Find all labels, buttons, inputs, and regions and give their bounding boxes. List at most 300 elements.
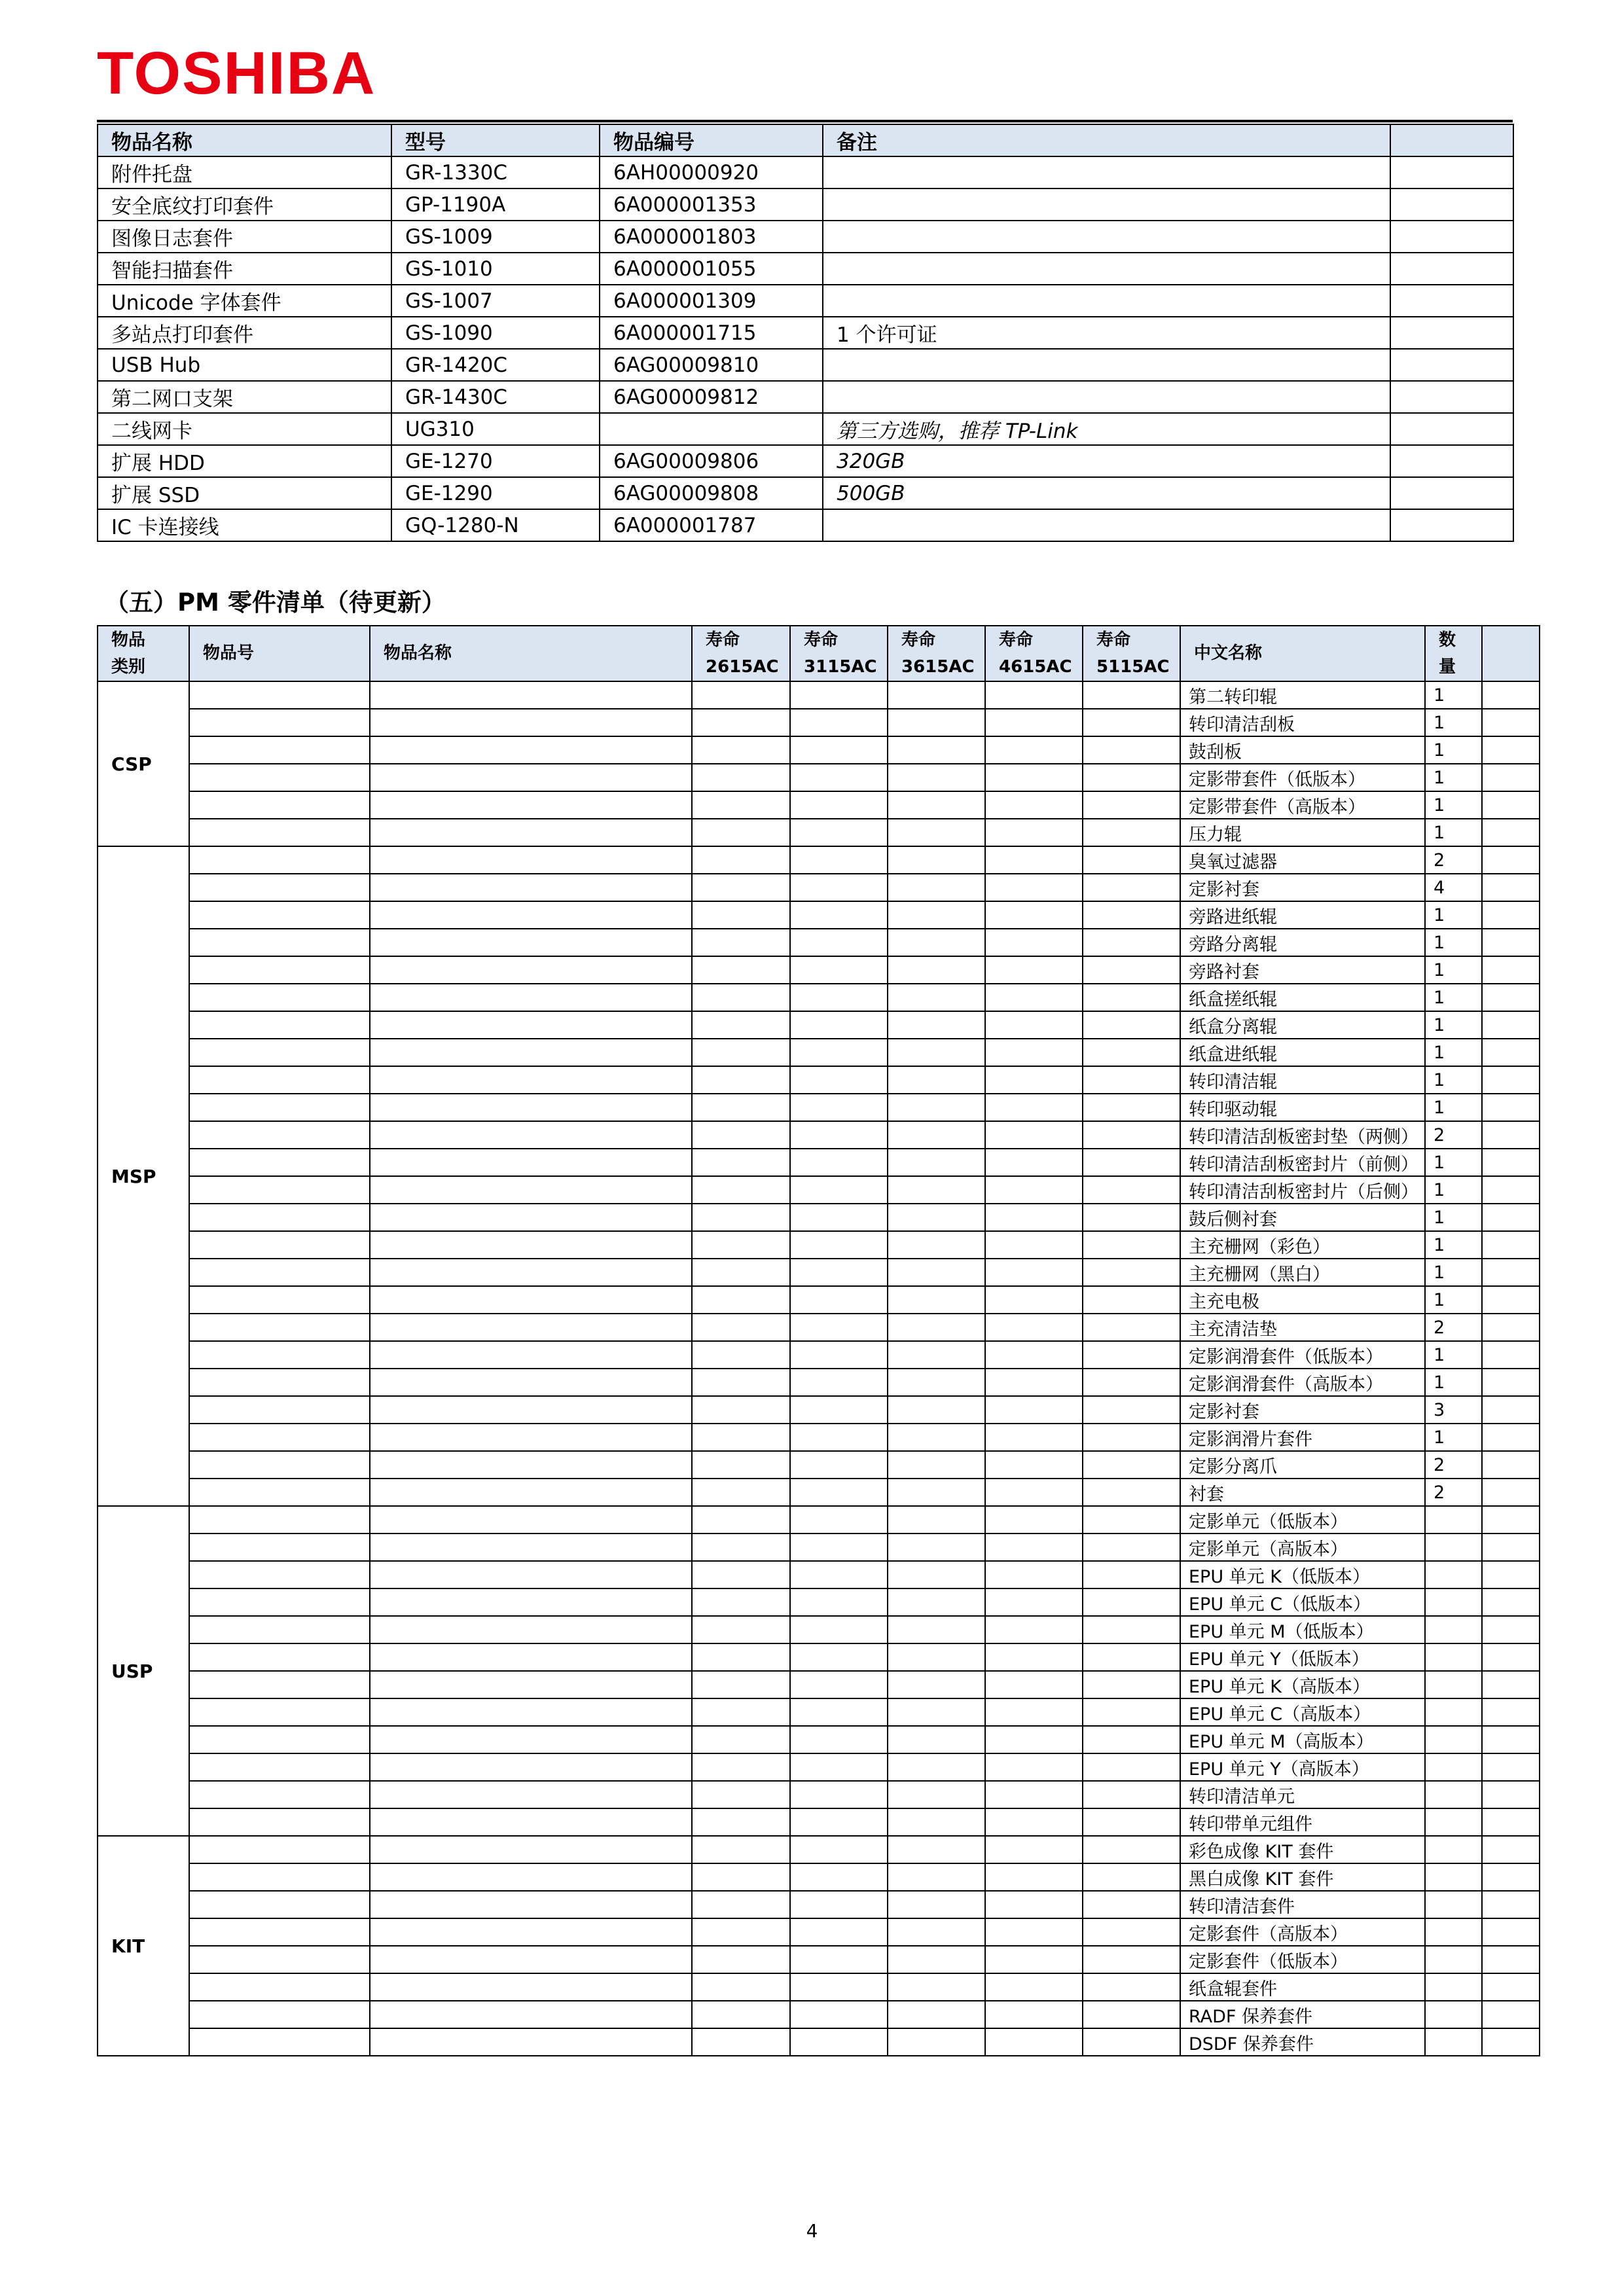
life-4615ac-cell xyxy=(985,874,1083,901)
table-row xyxy=(98,874,1540,901)
model-cell: GS-1009 xyxy=(391,221,600,253)
part-no-cell xyxy=(189,1369,370,1396)
extra-cell xyxy=(1482,1973,1540,2001)
life-3115ac-cell xyxy=(790,1753,888,1781)
category-cell: USP xyxy=(98,1506,189,1836)
table-row xyxy=(98,1286,1540,1314)
life-2615ac-cell xyxy=(692,956,790,984)
life-5115ac-cell xyxy=(1083,1616,1180,1643)
life-4615ac-cell xyxy=(985,1039,1083,1066)
table-row xyxy=(98,1973,1540,2001)
life-3115ac-cell xyxy=(790,901,888,929)
qty-cell xyxy=(1425,1643,1482,1671)
part-name-cell xyxy=(370,1149,692,1176)
life-2615ac-cell xyxy=(692,1808,790,1836)
life-4615ac-cell xyxy=(985,1341,1083,1369)
qty-cell xyxy=(1425,1671,1482,1698)
part-no-cell xyxy=(189,1451,370,1479)
category-cell: KIT xyxy=(98,1836,189,2056)
header-category: 物品 类别 xyxy=(98,626,189,681)
part-name-cell xyxy=(370,1176,692,1204)
table-row xyxy=(98,736,1540,764)
part-no-cell xyxy=(189,1753,370,1781)
part-name-cell xyxy=(370,1011,692,1039)
life-2615ac-cell xyxy=(692,1094,790,1121)
item-name-cell: 二线网卡 xyxy=(98,413,391,445)
part-name-cell xyxy=(370,1863,692,1891)
extra-cell xyxy=(1482,1451,1540,1479)
life-3115ac-cell xyxy=(790,1451,888,1479)
life-3115ac-cell xyxy=(790,1588,888,1616)
life-5115ac-cell xyxy=(1083,819,1180,846)
table-row xyxy=(98,445,1513,477)
life-4615ac-cell xyxy=(985,1396,1083,1424)
note-cell xyxy=(823,253,1390,285)
life-5115ac-cell xyxy=(1083,791,1180,819)
extra-cell xyxy=(1482,874,1540,901)
extra-cell xyxy=(1482,1781,1540,1808)
life-3115ac-cell xyxy=(790,1506,888,1534)
life-5115ac-cell xyxy=(1083,1891,1180,1918)
extra-cell xyxy=(1482,1616,1540,1643)
table-row xyxy=(98,1726,1540,1753)
model-cell: GS-1090 xyxy=(391,317,600,349)
life-3615ac-cell xyxy=(888,709,985,736)
part-name-cell xyxy=(370,1891,692,1918)
table-row xyxy=(98,477,1513,509)
table-row xyxy=(98,1176,1540,1204)
life-4615ac-cell xyxy=(985,1176,1083,1204)
life-2615ac-cell xyxy=(692,1506,790,1534)
part-no-cell xyxy=(189,1973,370,2001)
cn-name-cell: 黑白成像 KIT 套件 xyxy=(1180,1863,1425,1891)
life-3615ac-cell xyxy=(888,1753,985,1781)
part-no-cell xyxy=(189,1396,370,1424)
life-4615ac-cell xyxy=(985,709,1083,736)
part-no-cell xyxy=(189,1506,370,1534)
life-4615ac-cell xyxy=(985,929,1083,956)
life-4615ac-cell xyxy=(985,1424,1083,1451)
life-3115ac-cell xyxy=(790,1286,888,1314)
life-2615ac-cell xyxy=(692,1588,790,1616)
table-row xyxy=(98,1149,1540,1176)
part-number-cell: 6AH00000920 xyxy=(600,156,823,188)
table-row xyxy=(98,509,1513,541)
extra-cell xyxy=(1482,1726,1540,1753)
item-name-cell: 第二网口支架 xyxy=(98,381,391,413)
model-cell: GR-1420C xyxy=(391,349,600,381)
life-2615ac-cell xyxy=(692,1341,790,1369)
extra-cell xyxy=(1482,1369,1540,1396)
life-3615ac-cell xyxy=(888,1534,985,1561)
life-3115ac-cell xyxy=(790,1369,888,1396)
part-number-cell: 6A000001787 xyxy=(600,509,823,541)
cn-name-cell: EPU 单元 K（高版本） xyxy=(1180,1671,1425,1698)
qty-cell: 1 xyxy=(1425,1341,1482,1369)
life-3615ac-cell xyxy=(888,1726,985,1753)
life-4615ac-cell xyxy=(985,1726,1083,1753)
table-row xyxy=(98,349,1513,381)
life-3115ac-cell xyxy=(790,1891,888,1918)
part-name-cell xyxy=(370,819,692,846)
qty-cell xyxy=(1425,1973,1482,2001)
life-3615ac-cell xyxy=(888,846,985,874)
table-row xyxy=(98,1836,1540,1863)
life-5115ac-cell xyxy=(1083,1396,1180,1424)
extra-cell xyxy=(1482,764,1540,791)
header-extra xyxy=(1390,124,1513,156)
table-row xyxy=(98,1616,1540,1643)
part-number-cell: 6AG00009810 xyxy=(600,349,823,381)
life-4615ac-cell xyxy=(985,1204,1083,1231)
life-3115ac-cell xyxy=(790,1534,888,1561)
model-cell: GP-1190A xyxy=(391,188,600,221)
qty-cell: 2 xyxy=(1425,1451,1482,1479)
part-no-cell xyxy=(189,1286,370,1314)
life-3615ac-cell xyxy=(888,874,985,901)
life-4615ac-cell xyxy=(985,1808,1083,1836)
note-cell xyxy=(823,221,1390,253)
qty-cell: 1 xyxy=(1425,984,1482,1011)
table-row xyxy=(98,1671,1540,1698)
life-4615ac-cell xyxy=(985,681,1083,709)
part-no-cell xyxy=(189,901,370,929)
life-4615ac-cell xyxy=(985,1671,1083,1698)
life-3615ac-cell xyxy=(888,1094,985,1121)
header-life-5115ac: 寿命 5115AC xyxy=(1083,626,1180,681)
qty-cell: 2 xyxy=(1425,1121,1482,1149)
life-4615ac-cell xyxy=(985,1011,1083,1039)
note-cell xyxy=(823,381,1390,413)
life-4615ac-cell xyxy=(985,1231,1083,1259)
life-3615ac-cell xyxy=(888,1286,985,1314)
table-row xyxy=(98,2028,1540,2056)
model-cell: GS-1010 xyxy=(391,253,600,285)
life-3615ac-cell xyxy=(888,1671,985,1698)
table-row xyxy=(98,901,1540,929)
toshiba-logo: TOSHIBA xyxy=(97,40,376,107)
life-5115ac-cell xyxy=(1083,764,1180,791)
life-4615ac-cell xyxy=(985,1534,1083,1561)
life-4615ac-cell xyxy=(985,1918,1083,1946)
extra-cell xyxy=(1482,956,1540,984)
life-4615ac-cell xyxy=(985,1973,1083,2001)
extra-cell xyxy=(1482,709,1540,736)
cn-name-cell: EPU 单元 M（高版本） xyxy=(1180,1726,1425,1753)
life-2615ac-cell xyxy=(692,901,790,929)
extra-cell xyxy=(1390,156,1513,188)
life-3615ac-cell xyxy=(888,1259,985,1286)
extra-cell xyxy=(1482,1561,1540,1588)
life-3615ac-cell xyxy=(888,901,985,929)
cn-name-cell: 主充电极 xyxy=(1180,1286,1425,1314)
life-3615ac-cell xyxy=(888,736,985,764)
cn-name-cell: 定影带套件（低版本） xyxy=(1180,764,1425,791)
cn-name-cell: 定影衬套 xyxy=(1180,1396,1425,1424)
life-3115ac-cell xyxy=(790,1836,888,1863)
extra-cell xyxy=(1390,317,1513,349)
cn-name-cell: 鼓刮板 xyxy=(1180,736,1425,764)
model-cell: GE-1270 xyxy=(391,445,600,477)
item-name-cell: IC 卡连接线 xyxy=(98,509,391,541)
extra-cell xyxy=(1482,984,1540,1011)
note-cell xyxy=(823,285,1390,317)
header-model: 型号 xyxy=(391,124,600,156)
life-2615ac-cell xyxy=(692,1781,790,1808)
life-5115ac-cell xyxy=(1083,1561,1180,1588)
part-name-cell xyxy=(370,1094,692,1121)
part-number-cell: 6AG00009812 xyxy=(600,381,823,413)
cn-name-cell: EPU 单元 C（高版本） xyxy=(1180,1698,1425,1726)
part-number-cell: 6A000001055 xyxy=(600,253,823,285)
qty-cell: 2 xyxy=(1425,1314,1482,1341)
life-2615ac-cell xyxy=(692,1836,790,1863)
qty-cell: 2 xyxy=(1425,846,1482,874)
life-5115ac-cell xyxy=(1083,1094,1180,1121)
part-no-cell xyxy=(189,1616,370,1643)
part-no-cell xyxy=(189,819,370,846)
cn-name-cell: 定影套件（低版本） xyxy=(1180,1946,1425,1973)
cn-name-cell: 定影单元（高版本） xyxy=(1180,1534,1425,1561)
item-name-cell: 安全底纹打印套件 xyxy=(98,188,391,221)
part-name-cell xyxy=(370,1698,692,1726)
qty-cell xyxy=(1425,1588,1482,1616)
life-2615ac-cell xyxy=(692,1149,790,1176)
life-3115ac-cell xyxy=(790,1396,888,1424)
cn-name-cell: 纸盒辊套件 xyxy=(1180,1973,1425,2001)
part-name-cell xyxy=(370,901,692,929)
life-4615ac-cell xyxy=(985,956,1083,984)
life-3615ac-cell xyxy=(888,1314,985,1341)
part-name-cell xyxy=(370,1286,692,1314)
extra-cell xyxy=(1482,1588,1540,1616)
extra-cell xyxy=(1482,1863,1540,1891)
life-3615ac-cell xyxy=(888,1616,985,1643)
life-3115ac-cell xyxy=(790,1149,888,1176)
qty-cell: 4 xyxy=(1425,874,1482,901)
part-no-cell xyxy=(189,1698,370,1726)
extra-cell xyxy=(1482,1698,1540,1726)
part-name-cell xyxy=(370,709,692,736)
life-4615ac-cell xyxy=(985,764,1083,791)
table-row xyxy=(98,413,1513,445)
life-3115ac-cell xyxy=(790,819,888,846)
part-no-cell xyxy=(189,1671,370,1698)
life-4615ac-cell xyxy=(985,1149,1083,1176)
life-3115ac-cell xyxy=(790,1561,888,1588)
life-3615ac-cell xyxy=(888,984,985,1011)
life-5115ac-cell xyxy=(1083,1506,1180,1534)
part-no-cell xyxy=(189,1808,370,1836)
life-5115ac-cell xyxy=(1083,1973,1180,2001)
cn-name-cell: 纸盒进纸辊 xyxy=(1180,1039,1425,1066)
cn-name-cell: 转印带单元组件 xyxy=(1180,1808,1425,1836)
table-row xyxy=(98,221,1513,253)
life-3615ac-cell xyxy=(888,1863,985,1891)
life-2615ac-cell xyxy=(692,1671,790,1698)
life-3615ac-cell xyxy=(888,791,985,819)
extra-cell xyxy=(1390,509,1513,541)
part-no-cell xyxy=(189,736,370,764)
life-5115ac-cell xyxy=(1083,846,1180,874)
part-number-cell: 6A000001309 xyxy=(600,285,823,317)
extra-cell xyxy=(1390,253,1513,285)
table-row xyxy=(98,1341,1540,1369)
model-cell: GR-1330C xyxy=(391,156,600,188)
extra-cell xyxy=(1482,1753,1540,1781)
life-2615ac-cell xyxy=(692,1946,790,1973)
life-3615ac-cell xyxy=(888,1204,985,1231)
part-name-cell xyxy=(370,874,692,901)
extra-cell xyxy=(1482,681,1540,709)
life-2615ac-cell xyxy=(692,1698,790,1726)
cn-name-cell: DSDF 保养套件 xyxy=(1180,2028,1425,2056)
table-row xyxy=(98,1424,1540,1451)
life-2615ac-cell xyxy=(692,1259,790,1286)
life-5115ac-cell xyxy=(1083,901,1180,929)
life-5115ac-cell xyxy=(1083,1479,1180,1506)
life-2615ac-cell xyxy=(692,1286,790,1314)
part-no-cell xyxy=(189,1176,370,1204)
life-3615ac-cell xyxy=(888,1643,985,1671)
extra-cell xyxy=(1482,1918,1540,1946)
life-3115ac-cell xyxy=(790,1011,888,1039)
part-name-cell xyxy=(370,1973,692,2001)
life-4615ac-cell xyxy=(985,736,1083,764)
cn-name-cell: 定影单元（低版本） xyxy=(1180,1506,1425,1534)
table-row xyxy=(98,1259,1540,1286)
table-row xyxy=(98,929,1540,956)
part-no-cell xyxy=(189,1314,370,1341)
table-row xyxy=(98,1066,1540,1094)
part-no-cell xyxy=(189,1479,370,1506)
part-name-cell xyxy=(370,1369,692,1396)
qty-cell: 1 xyxy=(1425,1286,1482,1314)
life-3115ac-cell xyxy=(790,764,888,791)
part-name-cell xyxy=(370,1396,692,1424)
life-2615ac-cell xyxy=(692,736,790,764)
life-4615ac-cell xyxy=(985,1066,1083,1094)
qty-cell xyxy=(1425,1808,1482,1836)
table-row xyxy=(98,1946,1540,1973)
part-no-cell xyxy=(189,1259,370,1286)
qty-cell xyxy=(1425,1506,1482,1534)
table-row xyxy=(98,1396,1540,1424)
life-2615ac-cell xyxy=(692,1534,790,1561)
part-name-cell xyxy=(370,2001,692,2028)
life-3115ac-cell xyxy=(790,1231,888,1259)
part-name-cell xyxy=(370,1808,692,1836)
life-3115ac-cell xyxy=(790,1066,888,1094)
qty-cell xyxy=(1425,1698,1482,1726)
pm-header-row xyxy=(98,626,1540,681)
part-no-cell xyxy=(189,1534,370,1561)
part-name-cell xyxy=(370,1314,692,1341)
qty-cell: 2 xyxy=(1425,1479,1482,1506)
life-5115ac-cell xyxy=(1083,874,1180,901)
header-part-no: 物品号 xyxy=(189,626,370,681)
extra-cell xyxy=(1390,413,1513,445)
life-3615ac-cell xyxy=(888,1396,985,1424)
life-3115ac-cell xyxy=(790,1121,888,1149)
life-4615ac-cell xyxy=(985,1643,1083,1671)
extra-cell xyxy=(1482,1259,1540,1286)
life-3115ac-cell xyxy=(790,1781,888,1808)
life-5115ac-cell xyxy=(1083,1231,1180,1259)
life-3615ac-cell xyxy=(888,1698,985,1726)
table-row xyxy=(98,1808,1540,1836)
cn-name-cell: 主充清洁垫 xyxy=(1180,1314,1425,1341)
life-2615ac-cell xyxy=(692,1863,790,1891)
part-name-cell xyxy=(370,846,692,874)
part-no-cell xyxy=(189,791,370,819)
model-cell: GQ-1280-N xyxy=(391,509,600,541)
life-3115ac-cell xyxy=(790,1698,888,1726)
part-no-cell xyxy=(189,2028,370,2056)
qty-cell: 1 xyxy=(1425,1039,1482,1066)
extra-cell xyxy=(1482,1286,1540,1314)
qty-cell xyxy=(1425,1561,1482,1588)
life-5115ac-cell xyxy=(1083,681,1180,709)
part-no-cell xyxy=(189,929,370,956)
qty-cell: 1 xyxy=(1425,819,1482,846)
life-2615ac-cell xyxy=(692,846,790,874)
qty-cell xyxy=(1425,1836,1482,1863)
table-row xyxy=(98,956,1540,984)
cn-name-cell: 转印清洁刮板 xyxy=(1180,709,1425,736)
life-5115ac-cell xyxy=(1083,1451,1180,1479)
life-5115ac-cell xyxy=(1083,1671,1180,1698)
life-3115ac-cell xyxy=(790,1039,888,1066)
extra-cell xyxy=(1482,1314,1540,1341)
part-name-cell xyxy=(370,1259,692,1286)
qty-cell xyxy=(1425,1946,1482,1973)
life-2615ac-cell xyxy=(692,1369,790,1396)
life-2615ac-cell xyxy=(692,1424,790,1451)
life-3615ac-cell xyxy=(888,1891,985,1918)
life-2615ac-cell xyxy=(692,1479,790,1506)
life-4615ac-cell xyxy=(985,846,1083,874)
part-no-cell xyxy=(189,764,370,791)
extra-cell xyxy=(1390,285,1513,317)
part-no-cell xyxy=(189,1094,370,1121)
note-cell xyxy=(823,509,1390,541)
life-5115ac-cell xyxy=(1083,1588,1180,1616)
qty-cell xyxy=(1425,1918,1482,1946)
extra-cell xyxy=(1390,477,1513,509)
life-2615ac-cell xyxy=(692,1561,790,1588)
qty-cell: 1 xyxy=(1425,791,1482,819)
life-3115ac-cell xyxy=(790,1094,888,1121)
part-name-cell xyxy=(370,1588,692,1616)
qty-cell: 1 xyxy=(1425,1066,1482,1094)
part-no-cell xyxy=(189,1121,370,1149)
header-qty: 数 量 xyxy=(1425,626,1482,681)
life-3115ac-cell xyxy=(790,1973,888,2001)
life-3615ac-cell xyxy=(888,1424,985,1451)
life-4615ac-cell xyxy=(985,2028,1083,2056)
part-name-cell xyxy=(370,1341,692,1369)
part-no-cell xyxy=(189,1643,370,1671)
life-3115ac-cell xyxy=(790,1341,888,1369)
part-number-cell: 6A000001715 xyxy=(600,317,823,349)
cn-name-cell: 彩色成像 KIT 套件 xyxy=(1180,1836,1425,1863)
qty-cell: 1 xyxy=(1425,681,1482,709)
life-5115ac-cell xyxy=(1083,2001,1180,2028)
extra-cell xyxy=(1482,846,1540,874)
qty-cell: 1 xyxy=(1425,956,1482,984)
life-4615ac-cell xyxy=(985,1369,1083,1396)
